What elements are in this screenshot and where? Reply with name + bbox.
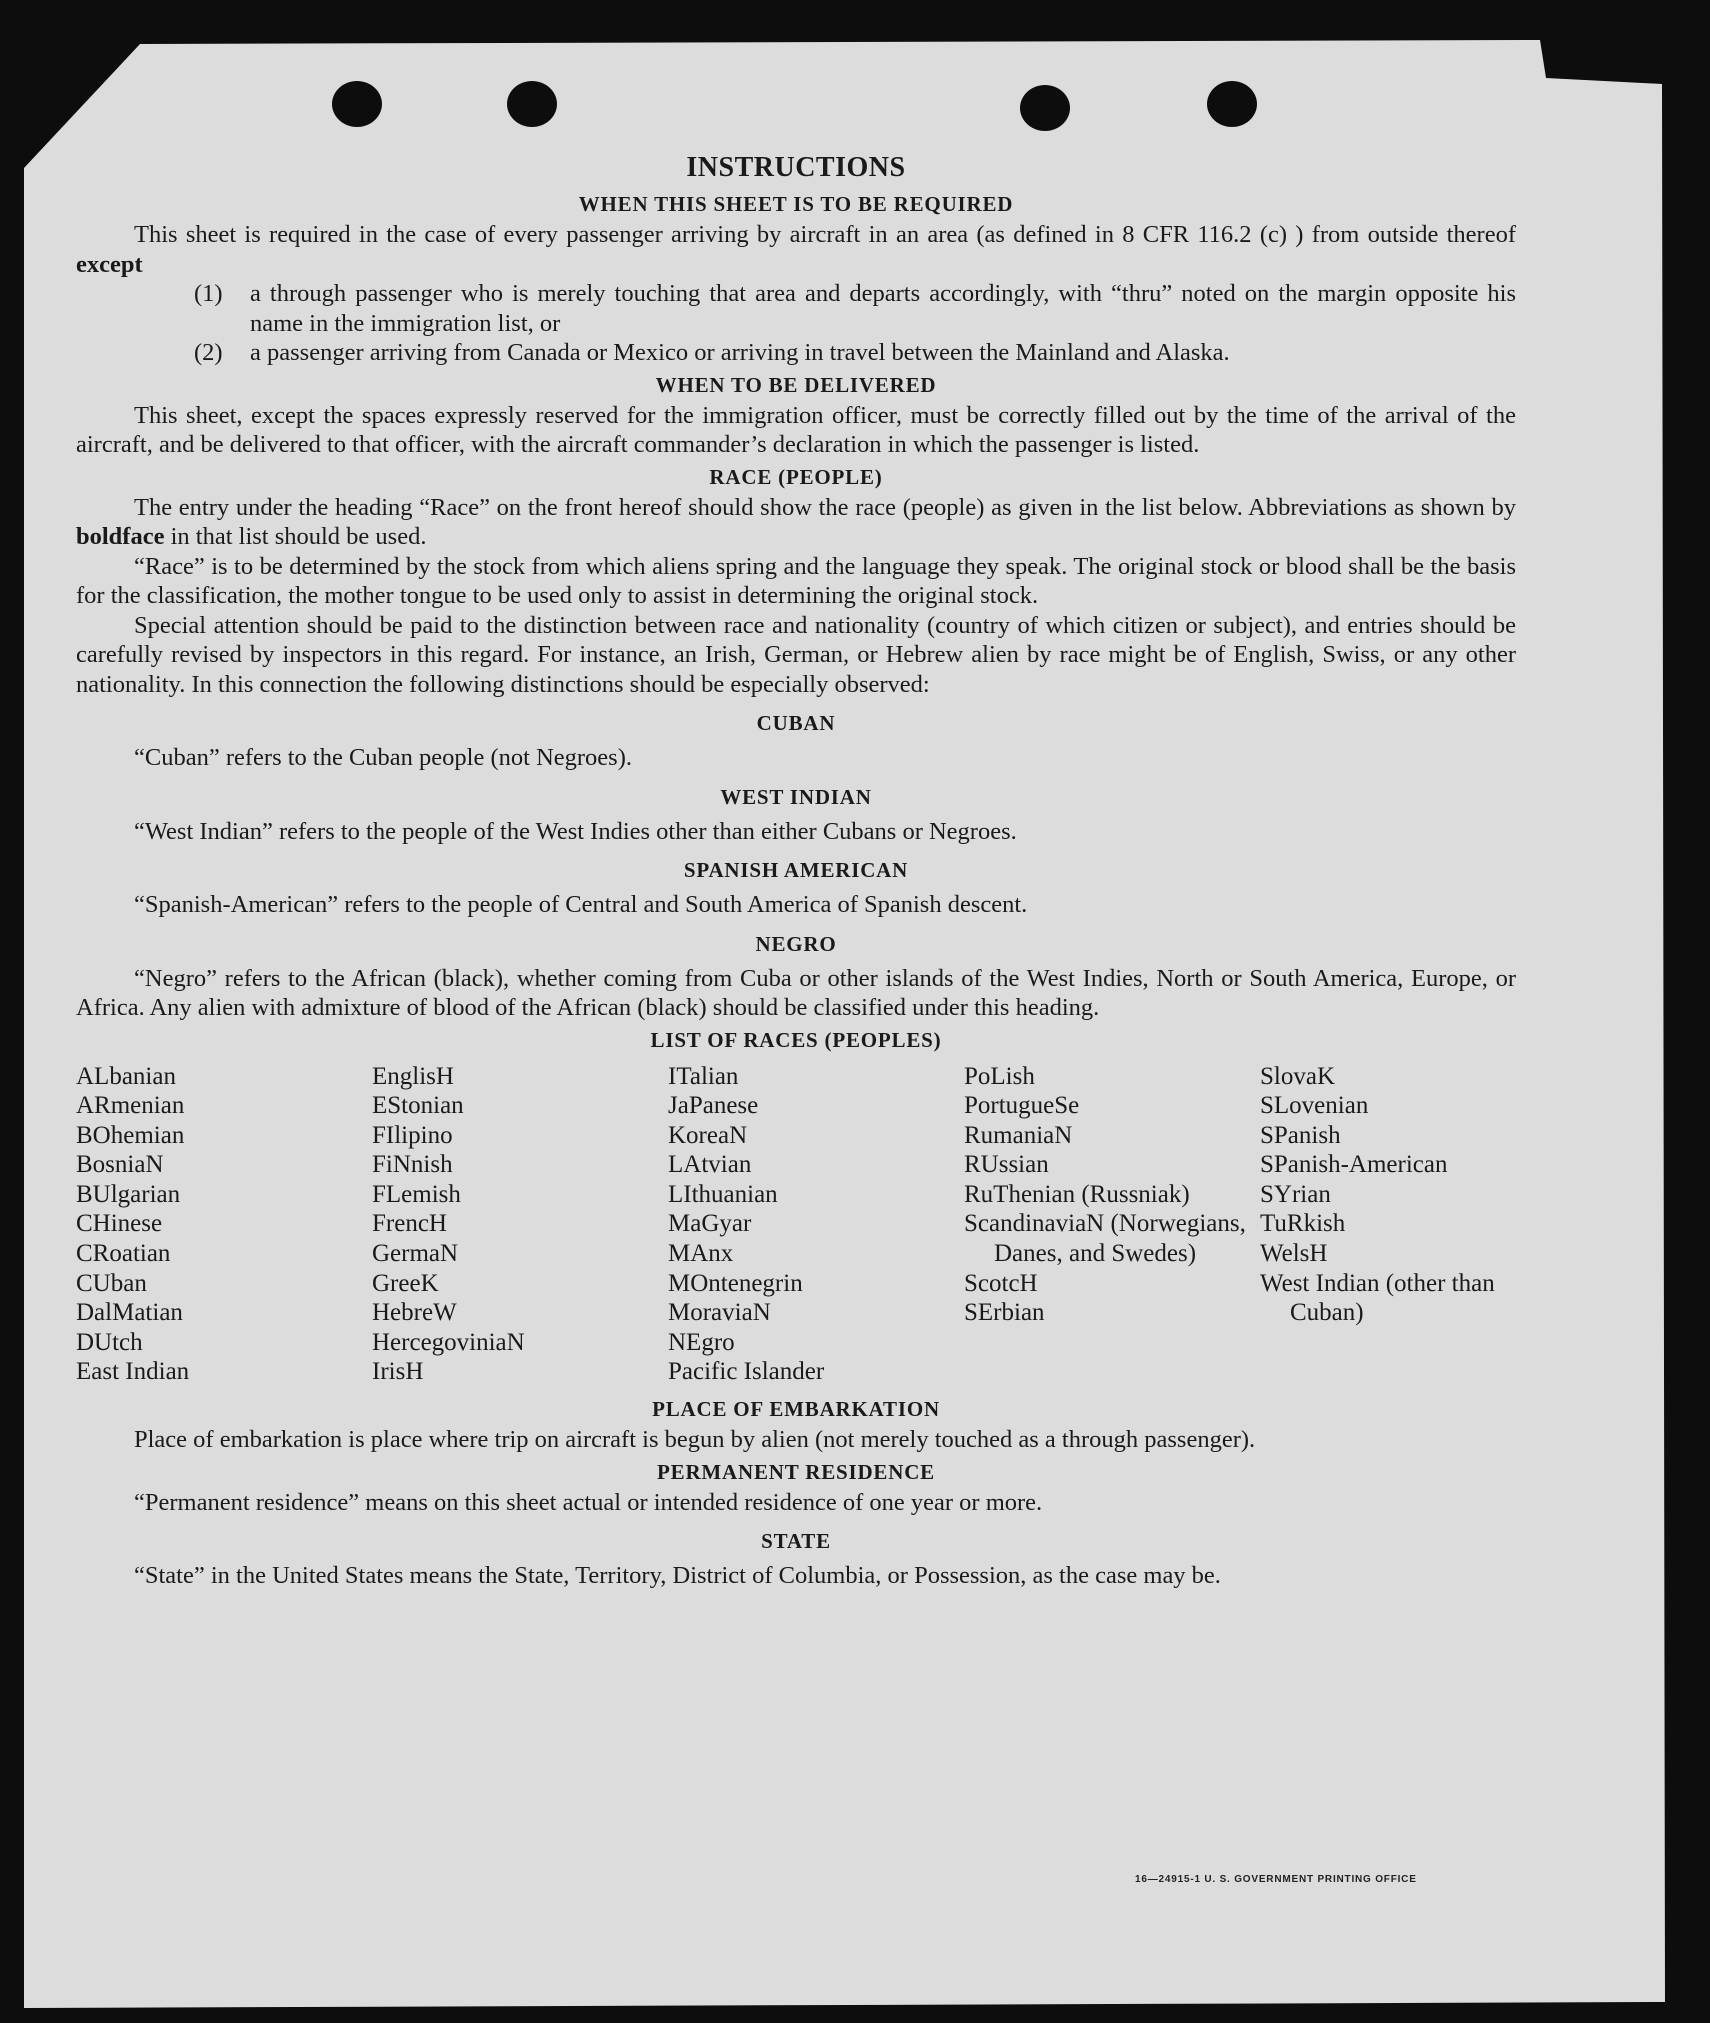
race-paragraph-2: “Race” is to be determined by the stock from which aliens spring and the language they speak. The original stock or blood shall be the basis for the classification, the mother tongue to be used only to assist in determining the original stock. [76,552,1516,609]
exception-1: (1) a through passenger who is merely touching that area and departs accordingly, with “thru” noted on the margin opposite his name in the immigration list, or [194,280,1516,337]
race-entry: FLemish [372,1180,461,1208]
residence-text: “Permanent residence” means on this sheet actual or intended residence of one year or more. [134,1488,1043,1516]
race-entry: KoreaN [668,1121,748,1149]
race-entry: SPanish-American [1260,1151,1448,1179]
race-entry: SLovenian [1260,1092,1369,1120]
race-entry: PoLish [964,1062,1035,1090]
race-entry: East Indian [76,1358,190,1386]
punch-hole-3 [1020,85,1070,131]
race-entry: LIthuanian [668,1180,778,1208]
heading-spanish-american: SPANISH AMERICAN [683,858,909,882]
race-entry: CUban [76,1269,147,1297]
race-entry: GermaN [372,1240,459,1268]
race-entry: RUssian [964,1151,1049,1179]
race-entry: PortugueSe [964,1092,1080,1120]
printing-office-footer: 16—24915-1 U. S. GOVERNMENT PRINTING OFFICE [1135,1874,1417,1885]
race-entry: ScandinaviaN (Norwegians, Danes, and Swedes) [964,1210,1246,1268]
race-entry: CRoatian [76,1240,171,1268]
race-entry: MoraviaN [668,1299,771,1327]
race-entry: BosniaN [76,1151,164,1179]
race-entry: BUlgarian [76,1180,181,1208]
race-entry: MaGyar [668,1210,752,1238]
race-entry: BOhemian [76,1121,185,1149]
race-entry: ScotcH [964,1269,1038,1297]
punch-hole-2 [507,81,557,127]
required-intro: This sheet is required in the case of every passenger arriving by aircraft in an area (as defined in 8 CFR 116.2 (c) ) from outside thereof except [76,221,1516,278]
race-entry: ITalian [668,1062,739,1090]
heading-permanent-residence: PERMANENT RESIDENCE [657,1459,935,1484]
punch-hole-1 [332,81,382,127]
race-entry: Pacific Islander [668,1358,825,1386]
cuban-text: “Cuban” refers to the Cuban people (not Negroes). [134,744,632,771]
race-entry: RumaniaN [964,1121,1073,1149]
delivered-text: This sheet, except the spaces expressly reserved for the immigration officer, must be correctly filled out by the time of the arrival of the aircraft, and be delivered to that officer, with the aircraft commander’s declaration in which the passenger is listed. [76,401,1516,458]
races-column [1260,1062,1516,1388]
race-paragraph-3: Special attention should be paid to the distinction between race and nationality (country of which citizen or subject), and entries should be carefully revised by inspectors in this regard. For instance, an Irish, German, or Hebrew alien by race might be of English, Swiss, or any other nationality. In this connection the following distinctions should be especially observed: [76,611,1516,698]
heading-west-indian: WEST INDIAN [720,784,872,809]
race-entry: SErbian [964,1299,1045,1327]
exception-2: (2) a passenger arriving from Canada or Mexico or arriving in travel between the Mainland and Alaska. [194,339,1230,366]
race-entry: SYrian [1260,1180,1331,1208]
races-list [76,1062,1516,1388]
race-entry: FiNnish [372,1151,453,1179]
heading-race: RACE (PEOPLE) [709,464,883,489]
races-column [372,1062,668,1388]
race-entry: ALbanian [76,1062,176,1090]
spanish-american-text: “Spanish-American” refers to the people of Central and South America of Spanish descent. [134,891,1028,918]
race-entry: LAtvian [668,1151,752,1179]
instructions-body [76,150,1516,1591]
race-entry: DalMatian [76,1299,183,1327]
race-entry: NEgro [668,1328,735,1356]
west-indian-text: “West Indian” refers to the people of the West Indies other than either Cubans or Negroes. [134,817,1017,845]
race-entry: HercegoviniaN [372,1328,525,1356]
races-column [76,1062,372,1388]
race-paragraph-1: The entry under the heading “Race” on the front hereof should show the race (people) as given in the list below. Abbreviations as shown by boldface in that list should be used. [76,493,1516,550]
punch-hole-4 [1207,81,1257,127]
race-entry: DUtch [76,1328,143,1356]
heading-embarkation: PLACE OF EMBARKATION [652,1397,940,1422]
race-entry: SPanish [1260,1121,1341,1149]
negro-text: “Negro” refers to the African (black), whether coming from Cuba or other islands of the West Indies, North or South America, Europe, or Africa. Any alien with admixture of blood of the African (black) should be classified under this heading. [76,964,1516,1021]
race-entry: EStonian [372,1092,464,1120]
race-entry: MAnx [668,1240,734,1268]
heading-cuban: CUBAN [756,711,836,735]
race-entry: CHinese [76,1210,163,1238]
race-entry: HebreW [372,1299,457,1327]
embarkation-text: Place of embarkation is place where trip on aircraft is begun by alien (not merely touched as a through passenger). [134,1426,1256,1454]
race-entry: RuThenian (Russniak) [964,1180,1190,1208]
race-entry: EnglisH [372,1062,454,1090]
race-entry: SlovaK [1260,1062,1335,1090]
race-entry: GreeK [372,1269,439,1297]
race-entry: ARmenian [76,1092,185,1120]
race-entry: WelsH [1260,1240,1328,1268]
race-entry: TuRkish [1260,1210,1346,1238]
race-entry: JaPanese [668,1092,759,1120]
state-text: “State” in the United States means the State, Territory, District of Columbia, or Possession, as the case may be. [134,1562,1221,1590]
race-entry: IrisH [372,1358,424,1386]
heading-when-required: WHEN THIS SHEET IS TO BE REQUIRED [578,192,1014,216]
heading-state: STATE [761,1529,831,1554]
race-entry: West Indian (other than Cuban) [1260,1269,1495,1327]
race-entry: FrencH [372,1210,447,1238]
page-title: INSTRUCTIONS [686,152,906,183]
heading-list-of-races: LIST OF RACES (PEOPLES) [650,1027,942,1052]
heading-when-delivered: WHEN TO BE DELIVERED [655,372,937,397]
race-entry: FIlipino [372,1121,453,1149]
races-column [668,1062,964,1388]
heading-negro: NEGRO [755,931,837,956]
race-entry: MOntenegrin [668,1269,803,1297]
races-column [964,1062,1260,1388]
